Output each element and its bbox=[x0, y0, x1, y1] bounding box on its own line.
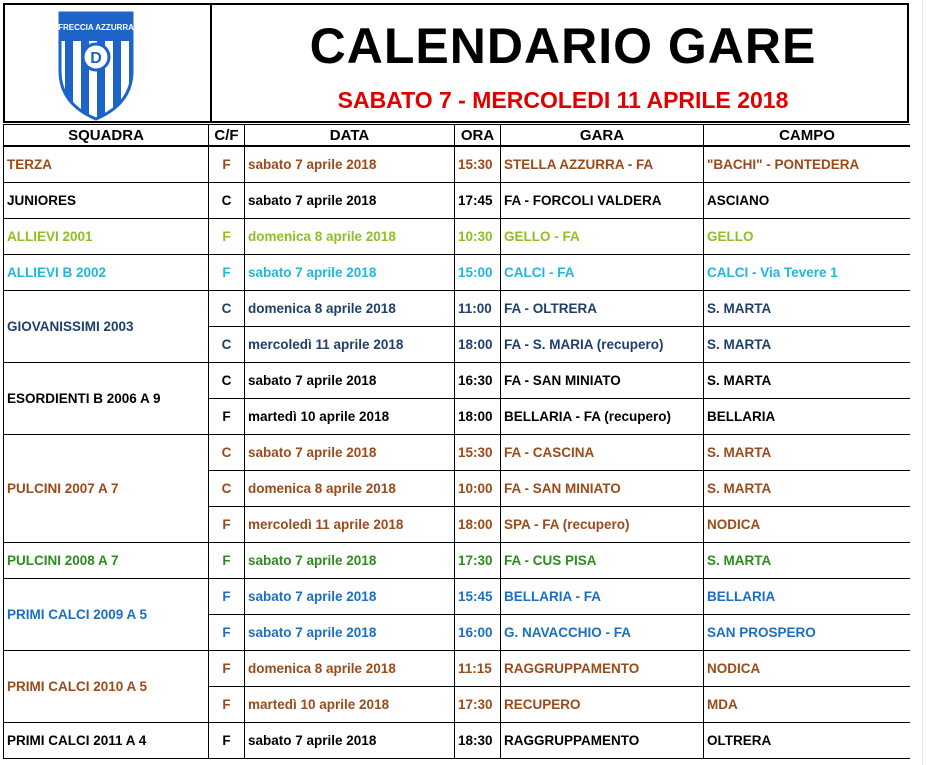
cell-cf[interactable]: F bbox=[209, 651, 245, 687]
cell-data[interactable]: mercoledì 11 aprile 2018 bbox=[245, 507, 455, 543]
cell-campo[interactable]: MDA bbox=[704, 687, 911, 723]
cell-ora[interactable]: 15:30 bbox=[455, 435, 501, 471]
cell-campo[interactable]: S. MARTA bbox=[704, 435, 911, 471]
cell-ora[interactable]: 17:30 bbox=[455, 543, 501, 579]
table-row bbox=[4, 219, 911, 255]
page-title: CALENDARIO GARE bbox=[309, 18, 817, 74]
cell-ora[interactable]: 17:30 bbox=[455, 687, 501, 723]
logo-text: FRECCIA AZZURRA bbox=[58, 23, 134, 32]
cell-gara[interactable]: BELLARIA - FA bbox=[501, 579, 704, 615]
logo-cell bbox=[5, 5, 212, 121]
cell-cf[interactable]: F bbox=[209, 219, 245, 255]
cell-cf[interactable]: C bbox=[209, 435, 245, 471]
cell-data[interactable]: sabato 7 aprile 2018 bbox=[245, 579, 455, 615]
cell-campo[interactable]: OLTRERA bbox=[704, 723, 911, 759]
cell-cf[interactable]: F bbox=[209, 543, 245, 579]
cell-cf[interactable]: F bbox=[209, 507, 245, 543]
cell-cf[interactable]: C bbox=[209, 291, 245, 327]
table-row bbox=[4, 255, 911, 291]
cell-data[interactable]: domenica 8 aprile 2018 bbox=[245, 219, 455, 255]
cell-campo[interactable]: SAN PROSPERO bbox=[704, 615, 911, 651]
cell-campo[interactable]: S. MARTA bbox=[704, 471, 911, 507]
cell-gara[interactable]: FA - S. MARIA (recupero) bbox=[501, 327, 704, 363]
cell-data[interactable]: mercoledì 11 aprile 2018 bbox=[245, 327, 455, 363]
cell-data[interactable]: sabato 7 aprile 2018 bbox=[245, 255, 455, 291]
cell-gara[interactable]: RAGGRUPPAMENTO bbox=[501, 651, 704, 687]
cell-campo[interactable]: ASCIANO bbox=[704, 183, 911, 219]
cell-squadra[interactable]: ESORDIENTI B 2006 A 9 bbox=[4, 363, 209, 435]
cell-gara[interactable]: G. NAVACCHIO - FA bbox=[501, 615, 704, 651]
table-row bbox=[4, 363, 911, 399]
cell-gara[interactable]: GELLO - FA bbox=[501, 219, 704, 255]
cell-data[interactable]: sabato 7 aprile 2018 bbox=[245, 146, 455, 183]
cell-ora[interactable]: 10:30 bbox=[455, 219, 501, 255]
cell-data[interactable]: domenica 8 aprile 2018 bbox=[245, 651, 455, 687]
cell-ora[interactable]: 11:00 bbox=[455, 291, 501, 327]
cell-gara[interactable]: FA - FORCOLI VALDERA bbox=[501, 183, 704, 219]
cell-gara[interactable]: RECUPERO bbox=[501, 687, 704, 723]
cell-squadra[interactable]: TERZA bbox=[4, 146, 209, 183]
cell-gara[interactable]: STELLA AZZURRA - FA bbox=[501, 146, 704, 183]
cell-ora[interactable]: 15:00 bbox=[455, 255, 501, 291]
cell-campo[interactable]: "BACHI" - PONTEDERA bbox=[704, 146, 911, 183]
cell-campo[interactable]: GELLO bbox=[704, 219, 911, 255]
cell-data[interactable]: sabato 7 aprile 2018 bbox=[245, 723, 455, 759]
cell-cf[interactable]: C bbox=[209, 183, 245, 219]
cell-ora[interactable]: 17:45 bbox=[455, 183, 501, 219]
cell-ora[interactable]: 18:30 bbox=[455, 723, 501, 759]
cell-cf[interactable]: F bbox=[209, 723, 245, 759]
cell-campo[interactable]: NODICA bbox=[704, 507, 911, 543]
cell-cf[interactable]: F bbox=[209, 615, 245, 651]
cell-gara[interactable]: FA - OLTRERA bbox=[501, 291, 704, 327]
cell-campo[interactable]: BELLARIA bbox=[704, 399, 911, 435]
table-row bbox=[4, 146, 911, 183]
cell-campo[interactable]: CALCI - Via Tevere 1 bbox=[704, 255, 911, 291]
cell-ora[interactable]: 18:00 bbox=[455, 399, 501, 435]
cell-data[interactable]: sabato 7 aprile 2018 bbox=[245, 435, 455, 471]
cell-gara[interactable]: FA - CASCINA bbox=[501, 435, 704, 471]
cell-gara[interactable]: SPA - FA (recupero) bbox=[501, 507, 704, 543]
cell-squadra[interactable]: PULCINI 2008 A 7 bbox=[4, 543, 209, 579]
cell-squadra[interactable]: PRIMI CALCI 2011 A 4 bbox=[4, 723, 209, 759]
cell-ora[interactable]: 18:00 bbox=[455, 327, 501, 363]
header-data: DATA bbox=[245, 125, 455, 147]
cell-squadra[interactable]: ALLIEVI B 2002 bbox=[4, 255, 209, 291]
header-block bbox=[3, 3, 909, 123]
table-row bbox=[4, 579, 911, 615]
cell-cf[interactable]: F bbox=[209, 399, 245, 435]
cell-ora[interactable]: 10:00 bbox=[455, 471, 501, 507]
table-row bbox=[4, 723, 911, 759]
cell-campo[interactable]: S. MARTA bbox=[704, 543, 911, 579]
header-cf: C/F bbox=[209, 125, 245, 147]
cell-campo[interactable]: NODICA bbox=[704, 651, 911, 687]
cell-squadra[interactable]: PRIMI CALCI 2009 A 5 bbox=[4, 579, 209, 651]
cell-squadra[interactable]: PRIMI CALCI 2010 A 5 bbox=[4, 651, 209, 723]
cell-gara[interactable]: FA - CUS PISA bbox=[501, 543, 704, 579]
cell-squadra[interactable]: GIOVANISSIMI 2003 bbox=[4, 291, 209, 363]
cell-cf[interactable]: F bbox=[209, 255, 245, 291]
cell-gara[interactable]: FA - SAN MINIATO bbox=[501, 363, 704, 399]
cell-gara[interactable]: CALCI - FA bbox=[501, 255, 704, 291]
header-campo: CAMPO bbox=[704, 125, 911, 147]
cell-data[interactable]: sabato 7 aprile 2018 bbox=[245, 615, 455, 651]
cell-data[interactable]: domenica 8 aprile 2018 bbox=[245, 471, 455, 507]
cell-data[interactable]: sabato 7 aprile 2018 bbox=[245, 543, 455, 579]
cell-squadra[interactable]: PULCINI 2007 A 7 bbox=[4, 435, 209, 543]
cell-cf[interactable]: C bbox=[209, 471, 245, 507]
cell-ora[interactable]: 15:30 bbox=[455, 146, 501, 183]
cell-cf[interactable]: C bbox=[209, 327, 245, 363]
table-body bbox=[4, 146, 911, 759]
cell-data[interactable]: domenica 8 aprile 2018 bbox=[245, 291, 455, 327]
cell-campo[interactable]: S. MARTA bbox=[704, 327, 911, 363]
cell-ora[interactable]: 16:30 bbox=[455, 363, 501, 399]
cell-campo[interactable]: BELLARIA bbox=[704, 579, 911, 615]
cell-ora[interactable]: 11:15 bbox=[455, 651, 501, 687]
cell-cf[interactable]: C bbox=[209, 363, 245, 399]
page-subtitle: SABATO 7 - MERCOLEDI 11 APRILE 2018 bbox=[337, 87, 789, 113]
schedule-table bbox=[3, 124, 911, 759]
cell-data[interactable]: martedì 10 aprile 2018 bbox=[245, 687, 455, 723]
svg-text:D: D bbox=[90, 50, 102, 67]
cell-campo[interactable]: S. MARTA bbox=[704, 363, 911, 399]
header-squadra: SQUADRA bbox=[4, 125, 209, 147]
freccia-azzurra-logo bbox=[57, 9, 135, 121]
cell-cf[interactable]: F bbox=[209, 579, 245, 615]
cell-gara[interactable]: RAGGRUPPAMENTO bbox=[501, 723, 704, 759]
cell-data[interactable]: sabato 7 aprile 2018 bbox=[245, 183, 455, 219]
cell-data[interactable]: martedì 10 aprile 2018 bbox=[245, 399, 455, 435]
sheet-gridline bbox=[922, 0, 923, 765]
table-row bbox=[4, 183, 911, 219]
cell-squadra[interactable]: ALLIEVI 2001 bbox=[4, 219, 209, 255]
cell-cf[interactable]: F bbox=[209, 687, 245, 723]
cell-ora[interactable]: 15:45 bbox=[455, 579, 501, 615]
table-row bbox=[4, 543, 911, 579]
cell-campo[interactable]: S. MARTA bbox=[704, 291, 911, 327]
cell-gara[interactable]: BELLARIA - FA (recupero) bbox=[501, 399, 704, 435]
cell-squadra[interactable]: JUNIORES bbox=[4, 183, 209, 219]
header-gara: GARA bbox=[501, 125, 704, 147]
table-row bbox=[4, 435, 911, 471]
header-ora: ORA bbox=[455, 125, 501, 147]
table-header-row bbox=[4, 125, 911, 147]
cell-gara[interactable]: FA - SAN MINIATO bbox=[501, 471, 704, 507]
table-row bbox=[4, 651, 911, 687]
cell-cf[interactable]: F bbox=[209, 146, 245, 183]
table-row bbox=[4, 291, 911, 327]
cell-data[interactable]: sabato 7 aprile 2018 bbox=[245, 363, 455, 399]
cell-ora[interactable]: 18:00 bbox=[455, 507, 501, 543]
cell-ora[interactable]: 16:00 bbox=[455, 615, 501, 651]
